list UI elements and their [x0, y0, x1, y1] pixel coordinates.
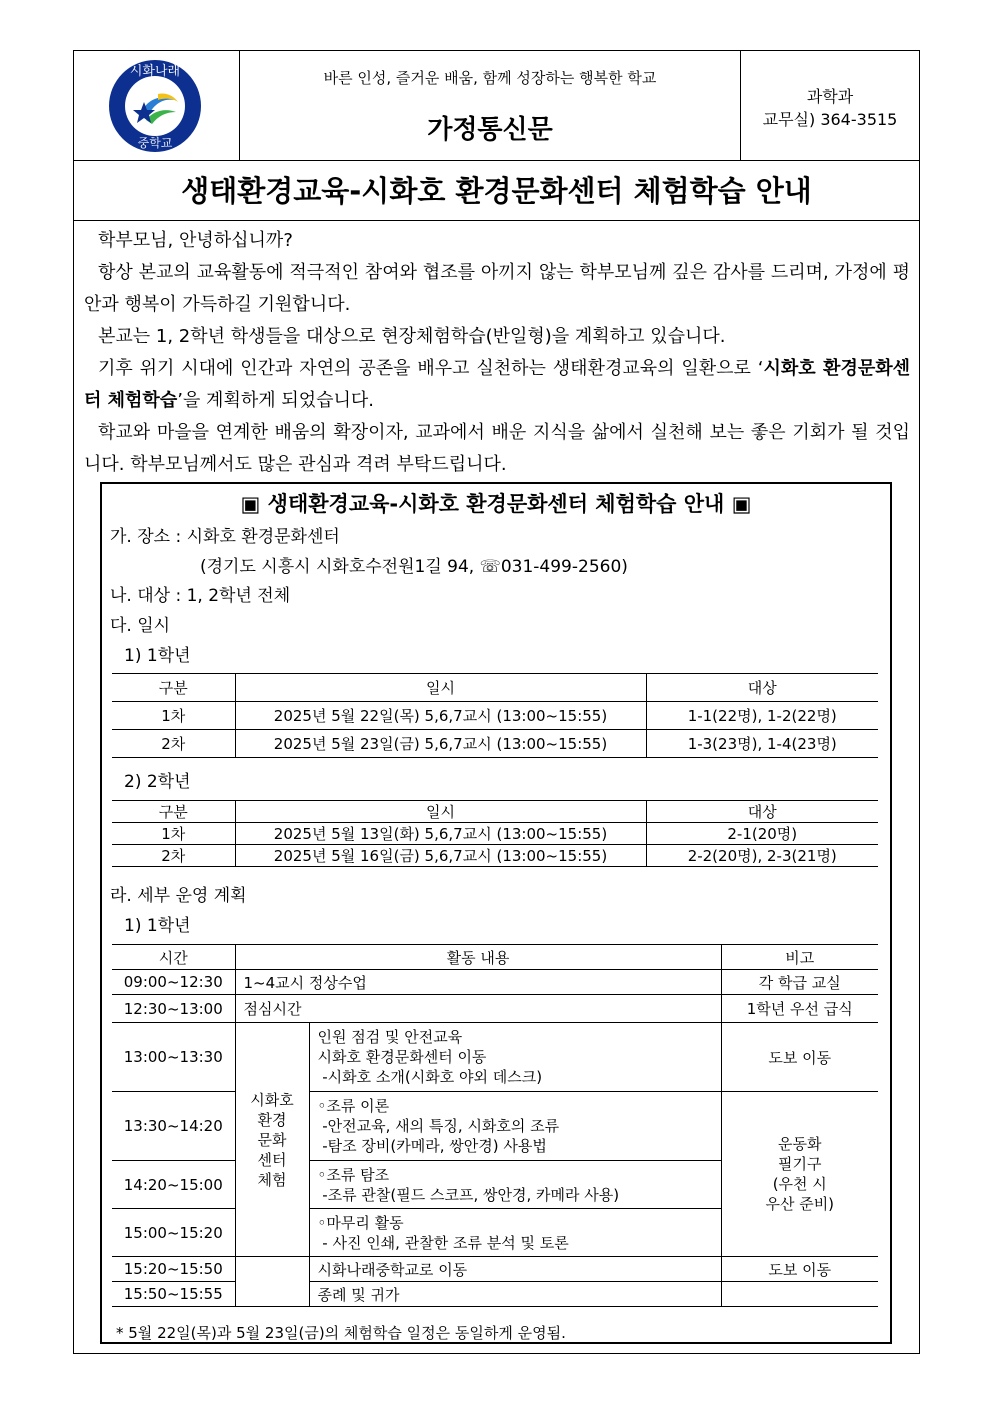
- time-cell: 13:00~13:30: [112, 1023, 235, 1092]
- paragraph-purpose: [84, 353, 910, 417]
- center-label-line: 시화호: [250, 1090, 294, 1109]
- center-label-line: 문화: [257, 1130, 287, 1149]
- time-cell: 13:30~14:20: [112, 1092, 235, 1161]
- newsletter-page: [73, 50, 920, 1354]
- table-cell: 1차: [112, 823, 235, 845]
- note-cell: 도보 이동: [721, 1023, 878, 1092]
- note-cell: [721, 1092, 878, 1257]
- letter-body: [84, 225, 910, 481]
- purpose-text-end: ’을 계획하게 되었습니다.: [177, 390, 374, 411]
- col-header-target: 대상: [646, 801, 878, 823]
- time-cell: 12:30~13:00: [112, 995, 235, 1023]
- note-line: 운동화: [778, 1135, 822, 1153]
- header-contact: [741, 51, 919, 160]
- logo-bottom-text: 중학교: [137, 136, 173, 150]
- activity-cell: [309, 1092, 721, 1161]
- newsletter-title: 가정통신문: [427, 115, 553, 145]
- activity-cell: 시화나래중학교로 이동: [309, 1257, 721, 1282]
- activity-cell: [309, 1023, 721, 1092]
- table-cell: 1차: [112, 702, 235, 730]
- grade1-heading: 1) 1학년: [124, 646, 191, 666]
- plan-grade1-heading: 1) 1학년: [124, 916, 191, 936]
- table-cell: 2025년 5월 16일(금) 5,6,7교시 (13:00~15:55): [235, 845, 646, 867]
- school-emblem-icon: [102, 58, 208, 154]
- center-label-line: 체험: [257, 1170, 287, 1189]
- center-label-line: 센터: [257, 1150, 287, 1169]
- schedule-heading: 다. 일시: [110, 616, 171, 636]
- table-cell: 2차: [112, 845, 235, 867]
- table-row: [112, 845, 878, 867]
- activity-line: 인원 점검 및 안전교육: [317, 1028, 463, 1046]
- note-cell: [721, 1282, 878, 1307]
- purpose-program-name: 시화호 환경문화센터 체험학습: [84, 358, 910, 411]
- col-header-division: 구분: [112, 801, 235, 823]
- note-line: 필기구: [778, 1155, 822, 1173]
- grade2-schedule-table: [112, 800, 878, 867]
- table-cell: 2025년 5월 22일(목) 5,6,7교시 (13:00~15:55): [235, 702, 646, 730]
- address: (경기도 시흥시 시화호수전원1길 94, ☏031-499-2560): [200, 557, 628, 577]
- col-header-activity: 활동 내용: [235, 945, 721, 970]
- grade2-heading: 2) 2학년: [124, 772, 191, 792]
- paragraph-plan: 본교는 1, 2학년 학생들을 대상으로 현장체험학습(반일형)을 계획하고 있습니다.: [98, 326, 726, 347]
- col-header-time: 시간: [112, 945, 235, 970]
- header: [74, 51, 919, 161]
- place: 가. 장소 : 시화호 환경문화센터: [110, 527, 340, 547]
- target: 나. 대상 : 1, 2학년 전체: [110, 586, 291, 606]
- table-row: [112, 1023, 878, 1092]
- table-row: [112, 1092, 878, 1161]
- table-row: [112, 995, 878, 1023]
- activity-line: 시화호 환경문화센터 이동: [317, 1048, 487, 1066]
- center-experience-spacer: [235, 1257, 309, 1282]
- grade1-schedule-table: [112, 673, 878, 758]
- activity-line: -안전교육, 새의 특징, 시화호의 조류: [317, 1117, 560, 1135]
- table-row: [112, 730, 878, 758]
- time-cell: 15:00~15:20: [112, 1209, 235, 1257]
- table-cell: 2-2(20명), 2-3(21명): [646, 845, 878, 867]
- activity-line: ◦조류 이론: [317, 1097, 390, 1115]
- time-cell: 15:20~15:50: [112, 1257, 235, 1282]
- col-header-datetime: 일시: [235, 801, 646, 823]
- activity-line: -시화호 소개(시화호 야외 데스크): [317, 1068, 543, 1086]
- main-title-row: [74, 161, 919, 221]
- footnote: * 5월 22일(목)과 5월 23일(금)의 체험학습 일정은 동일하게 운영됨.: [116, 1324, 566, 1342]
- header-center: [240, 51, 741, 160]
- box-title: ▣ 생태환경교육-시화호 환경문화센터 체험학습 안내 ▣: [240, 492, 752, 516]
- table-cell: 2-1(20명): [646, 823, 878, 845]
- activity-line: -조류 관찰(필드 스코프, 쌍안경, 카메라 사용): [317, 1185, 620, 1204]
- note-cell: 각 학급 교실: [721, 970, 878, 995]
- table-cell: 2차: [112, 730, 235, 758]
- logo-top-text: 시화나래: [129, 64, 181, 79]
- table-row: [112, 1257, 878, 1282]
- page-title: 생태환경교육-시화호 환경문화센터 체험학습 안내: [181, 174, 812, 208]
- note-cell: 1학년 우선 급식: [721, 995, 878, 1023]
- col-header-datetime: 일시: [235, 674, 646, 702]
- plan-heading: 라. 세부 운영 계획: [110, 886, 247, 906]
- activity-line: ◦마무리 활동: [317, 1213, 404, 1232]
- table-cell: 2025년 5월 23일(금) 5,6,7교시 (13:00~15:55): [235, 730, 646, 758]
- activity-line: ◦조류 탐조: [317, 1165, 390, 1184]
- operation-plan-table: [112, 944, 878, 1307]
- greeting: 학부모님, 안녕하십니까?: [98, 230, 293, 251]
- table-row: [112, 702, 878, 730]
- activity-cell: [309, 1209, 721, 1257]
- activity-line: - 사진 인쇄, 관찰한 조류 분석 및 토론: [317, 1233, 569, 1252]
- col-header-division: 구분: [112, 674, 235, 702]
- activity-cell: 점심시간: [235, 995, 721, 1023]
- table-cell: 1-3(23명), 1-4(23명): [646, 730, 878, 758]
- paragraph-closing: 학교와 마을을 연계한 배움의 확장이자, 교과에서 배운 지식을 삶에서 실천해 보는 좋은 기회가 될 것입니다. 학부모님께서도 많은 관심과 격려 부탁드립니다.: [84, 422, 910, 475]
- note-cell: 도보 이동: [721, 1257, 878, 1282]
- activity-line: -탐조 장비(카메라, 쌍안경) 사용법: [317, 1137, 547, 1155]
- table-cell: 2025년 5월 13일(화) 5,6,7교시 (13:00~15:55): [235, 823, 646, 845]
- center-label-line: 환경: [257, 1110, 287, 1129]
- note-line: 우산 준비): [765, 1195, 835, 1213]
- time-cell: 14:20~15:00: [112, 1161, 235, 1209]
- col-header-target: 대상: [646, 674, 878, 702]
- office-phone: 교무실) 364-3515: [762, 110, 898, 129]
- purpose-text-start: 기후 위기 시대에 인간과 자연의 공존을 배우고 실천하는 생태환경교육의 일환으로 ‘: [98, 358, 764, 379]
- logo-cell: [74, 51, 240, 160]
- note-line: (우천 시: [772, 1175, 827, 1193]
- col-header-note: 비고: [721, 945, 878, 970]
- table-row: [112, 1282, 878, 1307]
- table-row: [112, 823, 878, 845]
- activity-cell: 1~4교시 정상수업: [235, 970, 721, 995]
- table-row: [112, 970, 878, 995]
- center-experience-spacer: [235, 1282, 309, 1307]
- activity-cell: [309, 1161, 721, 1209]
- paragraph-thanks: 항상 본교의 교육활동에 적극적인 참여와 협조를 아끼지 않는 학부모님께 깊은 감사를 드리며, 가정에 평안과 행복이 가득하길 기원합니다.: [84, 262, 910, 315]
- center-experience-cell: [235, 1023, 309, 1257]
- table-cell: 1-1(22명), 1-2(22명): [646, 702, 878, 730]
- time-cell: 09:00~12:30: [112, 970, 235, 995]
- time-cell: 15:50~15:55: [112, 1282, 235, 1307]
- school-motto: 바른 인성, 즐거운 배움, 함께 성장하는 행복한 학교: [323, 69, 657, 87]
- activity-cell: 종례 및 귀가: [309, 1282, 721, 1307]
- department: 과학과: [806, 87, 854, 106]
- program-info-box: [100, 482, 892, 1344]
